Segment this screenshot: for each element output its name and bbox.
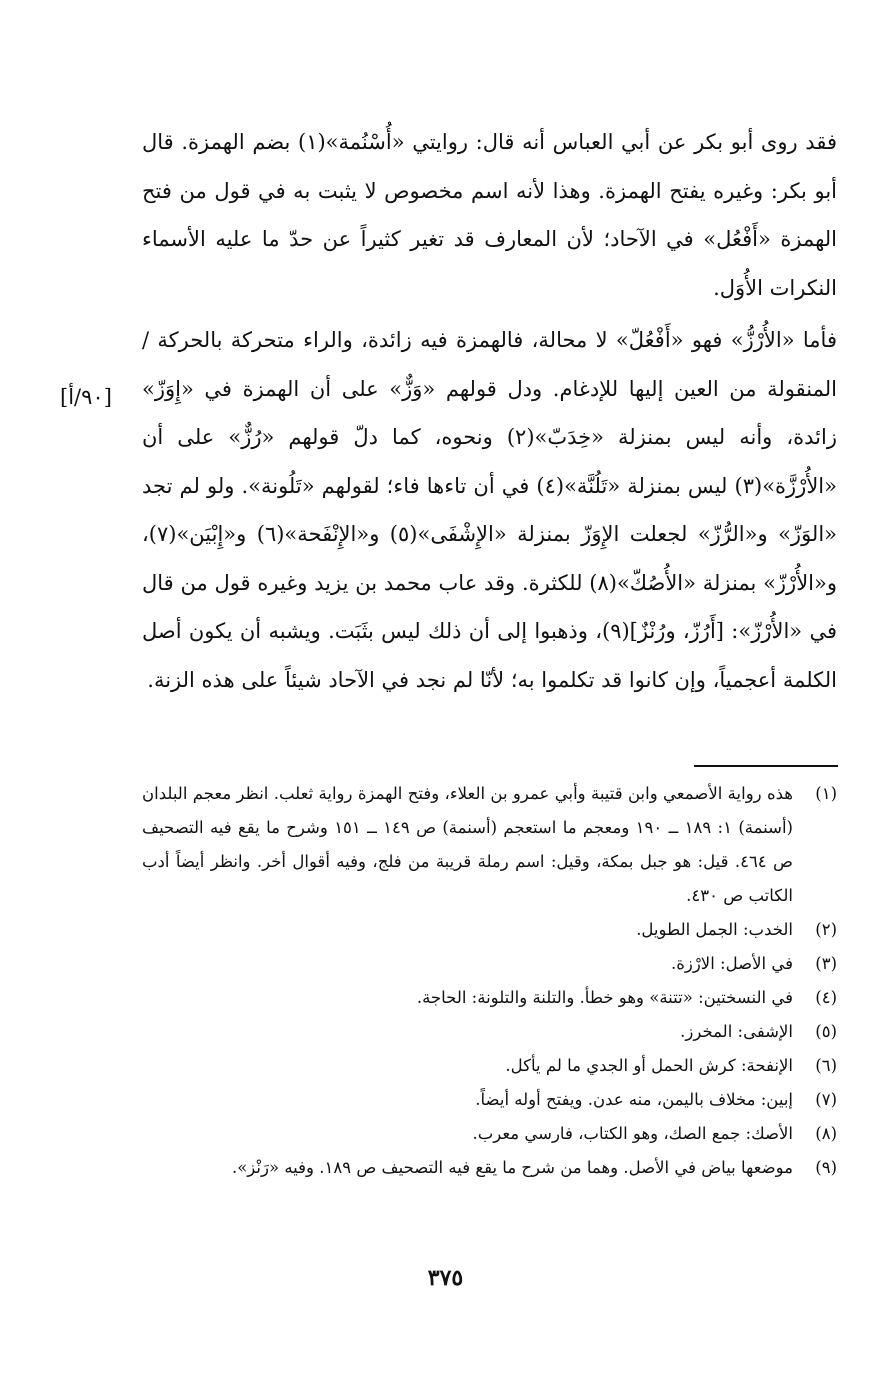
footnote-text: الخدب: الجمل الطويل. xyxy=(636,920,793,939)
footnote-number: (٨) xyxy=(815,1124,837,1143)
footnote-4 xyxy=(142,981,837,1015)
footnote-2 xyxy=(142,913,837,947)
footnote-number: (٧) xyxy=(815,1090,837,1109)
footnote-3 xyxy=(142,947,837,981)
footnote-number: (٥) xyxy=(815,1022,837,1041)
footnote-number: (٤) xyxy=(815,988,837,1007)
body-paragraph-1: فقد روى أبو بكر عن أبي العباس أنه قال: روايتي «أُسْنُمة»(١) بضم الهمزة. قال أبو بكر: وغيره يفتح الهمزة. وهذا لأنه اسم مخصوص لا يثبت به في قول من فتح الهمزة «أَفْعُل» في الآحاد؛ لأن المعارف قد تغير كثيراً عن حدّ ما عليه الأسماء النكرات الأُوَل. xyxy=(142,130,837,300)
footnote-text: إبين: مخلاف باليمن، منه عدن. ويفتح أوله أيضاً. xyxy=(475,1090,793,1109)
folio-marker: [٩٠/أ] xyxy=(60,385,112,409)
footnote-number: (٩) xyxy=(815,1158,837,1177)
footnotes-list xyxy=(142,777,837,1185)
page-number: ٣٧٥ xyxy=(427,1265,464,1291)
footnote-8 xyxy=(142,1117,837,1151)
footnote-number: (٦) xyxy=(815,1056,837,1075)
footnote-number: (٣) xyxy=(815,954,837,973)
footnote-1 xyxy=(142,777,837,913)
footnote-text: هذه رواية الأصمعي وابن قتيبة وأبي عمرو بن العلاء، وفتح الهمزة رواية ثعلب. انظر معجم البلدان (أسنمة) ١: ١٨٩ ــ ١٩٠ ومعجم ما استعجم (أسنمة) ص ١٤٩ ــ ١٥١ وشرح ما يقع فيه التصحيف ص ٤٦٤. قيل: هو جبل بمكة، وقيل: اسم رملة قريبة من فلج، وفيه أقوال أخر. وانظر أيضاً أدب الكاتب ص ٤٣٠. xyxy=(142,784,793,905)
footnote-9 xyxy=(142,1151,837,1185)
footnote-text: في النسختين: «تتنة» وهو خطأ. والتلنة والتلونة: الحاجة. xyxy=(416,988,793,1007)
footnote-text: موضعها بياض في الأصل. وهما من شرح ما يقع فيه التصحيف ص ١٨٩. وفيه «رَنْز». xyxy=(231,1158,793,1177)
footnote-number: (٢) xyxy=(815,920,837,939)
footnote-5 xyxy=(142,1015,837,1049)
footnote-7 xyxy=(142,1083,837,1117)
body-paragraph-2: فأما «الأُرْزُّ» فهو «أَفْعُلّ» لا محالة، فالهمزة فيه زائدة، والراء متحركة بالحركة / المنقولة من العين إليها للإدغام. ودل قولهم «وَزٌّ» على أن الهمزة في «إِوَزّ» زائدة، وأنه ليس بمنزلة «خِدَبّ»(٢) ونحوه، كما دلّ قولهم «رُزٌّ» على أن «الأُرْزَّة»(٣) ليس بمنزلة «تَلُنَّة»(٤) في أن تاءها فاء؛ لقولهم «تَلُونة». ولو لم تجد «الوَزّ» و«الرُّزّ» لجعلت الإِوَزّ بمنزلة «الإِشْفَى»(٥) و«الإِنْفَحة»(٦) و«إِبْيَن»(٧)، و«الأُرْزّ» بمنزلة «الأُصُكّ»(٨) للكثرة. وقد عاب محمد بن يزيد وغيره قول من قال في «الأُرْزّ»: [أَرُزّ، ورُنْزٌ](٩)، وذهبوا إلى أن ذلك ليس بثَبَت. ويشبه أن يكون أصل الكلمة أعجمياً، وإن كانوا قد تكلموا به؛ لأنّا لم نجد في الآحاد شيئاً على هذه الزنة. xyxy=(142,328,838,692)
footnote-text: الإنفحة: كرش الحمل أو الجدي ما لم يأكل. xyxy=(505,1056,793,1075)
footnote-number: (١) xyxy=(815,784,837,803)
footnote-separator xyxy=(694,765,838,767)
footnote-6 xyxy=(142,1049,837,1083)
footnote-text: في الأصل: الارْزة. xyxy=(670,954,793,973)
footnote-text: الأصك: جمع الصك، وهو الكتاب، فارسي معرب. xyxy=(472,1124,793,1143)
footnote-text: الإشفى: المخرز. xyxy=(680,1022,793,1041)
